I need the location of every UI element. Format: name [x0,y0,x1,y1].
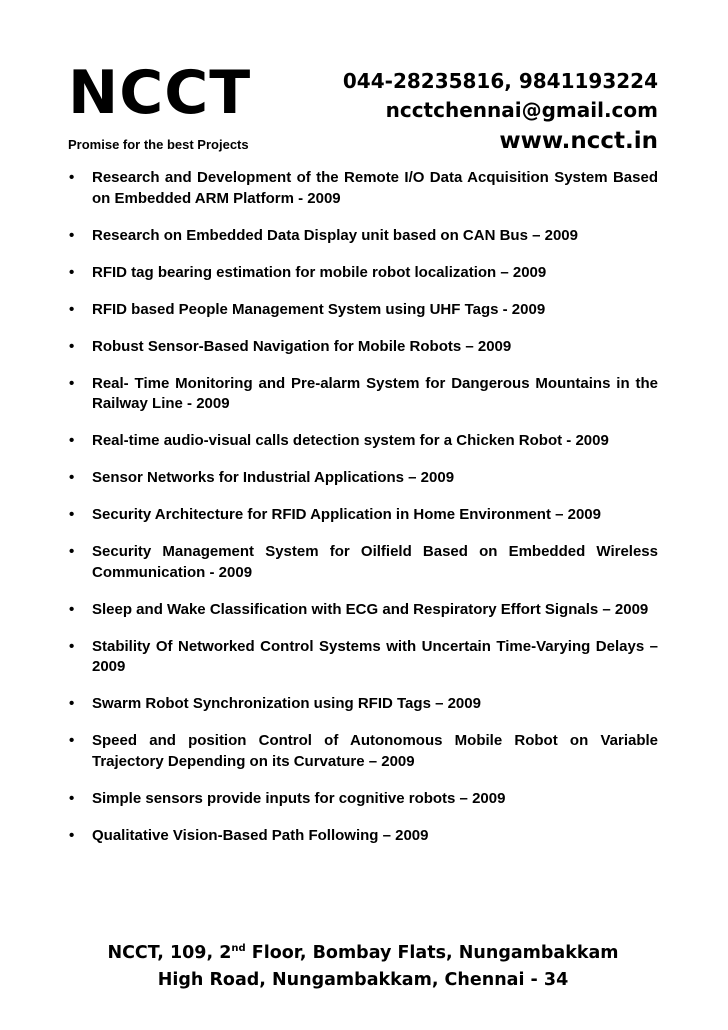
ncct-logo: NCCT [68,58,252,128]
bullet-icon: • [69,469,75,486]
project-title: Real- Time Monitoring and Pre-alarm System for Dangerous Mountains in the Railway Line - 2009 [92,374,658,412]
project-title: RFID tag bearing estimation for mobile robot localization – 2009 [92,263,547,281]
tagline: Promise for the best Projects [68,137,249,152]
list-item [68,374,658,415]
list-item [68,542,658,583]
list-item [68,826,658,847]
list-item [68,300,658,321]
address-line-2: High Road, Nungambakkam, Chennai - 34 [157,970,569,990]
bullet-icon: • [69,374,75,392]
contact-block [343,67,658,157]
email-address: ncctchennai@gmail.com [385,98,658,122]
list-item [68,637,658,678]
list-item [68,431,658,452]
bullet-icon: • [69,337,75,355]
project-title: Simple sensors provide inputs for cognitive robots – 2009 [92,789,506,807]
ordinal-suffix: nd [231,943,246,955]
project-title: Robust Sensor-Based Navigation for Mobile Robots – 2009 [92,337,512,355]
list-item [68,337,658,358]
list-item [68,789,658,810]
project-title: Stability Of Networked Control Systems with Uncertain Time-Varying Delays – 2009 [92,637,658,675]
phone-numbers: 044-28235816, 9841193224 [342,69,658,93]
bullet-icon: • [69,226,75,244]
address-footer [68,940,658,994]
bullet-icon: • [69,432,75,449]
list-item [68,694,658,715]
project-title: Speed and position Control of Autonomous Mobile Robot on Variable Trajectory Depending on its Curvature – 2009 [92,732,658,770]
list-item [68,600,658,621]
project-title: Qualitative Vision-Based Path Following – 2009 [92,826,429,844]
project-title: Research on Embedded Data Display unit based on CAN Bus – 2009 [92,226,578,244]
project-title: Swarm Robot Synchronization using RFID Tags – 2009 [92,695,481,712]
project-title: Sleep and Wake Classification with ECG and Respiratory Effort Signals – 2009 [92,600,649,618]
project-title: Research and Development of the Remote I/O Data Acquisition System Based on Embedded ARM Platform - 2009 [92,169,658,207]
list-item [68,731,658,772]
project-title: Security Management System for Oilfield Based on Embedded Wireless Communication - 2009 [92,543,658,581]
bullet-icon: • [69,695,75,712]
list-item [68,263,658,284]
list-item [68,168,658,209]
website-url: www.ncct.in [499,128,658,154]
bullet-icon: • [69,732,75,749]
address-line-1: NCCT, 109, 2nd Floor, Bombay Flats, Nungambakkam [107,943,619,963]
bullet-icon: • [69,600,75,618]
bullet-icon: • [69,543,75,560]
list-item [68,226,658,247]
bullet-icon: • [69,826,75,844]
list-item [68,505,658,526]
bullet-icon: • [69,300,75,318]
list-item [68,468,658,489]
project-title: RFID based People Management System using UHF Tags - 2009 [92,300,546,318]
project-list [68,168,658,863]
project-title: Sensor Networks for Industrial Applications – 2009 [92,469,455,486]
project-title: Security Architecture for RFID Application in Home Environment – 2009 [92,506,601,523]
bullet-icon: • [69,263,75,281]
bullet-icon: • [69,789,75,807]
bullet-icon: • [69,637,75,655]
bullet-icon: • [69,506,75,523]
project-title: Real-time audio-visual calls detection system for a Chicken Robot - 2009 [92,432,609,449]
bullet-icon: • [69,169,75,186]
